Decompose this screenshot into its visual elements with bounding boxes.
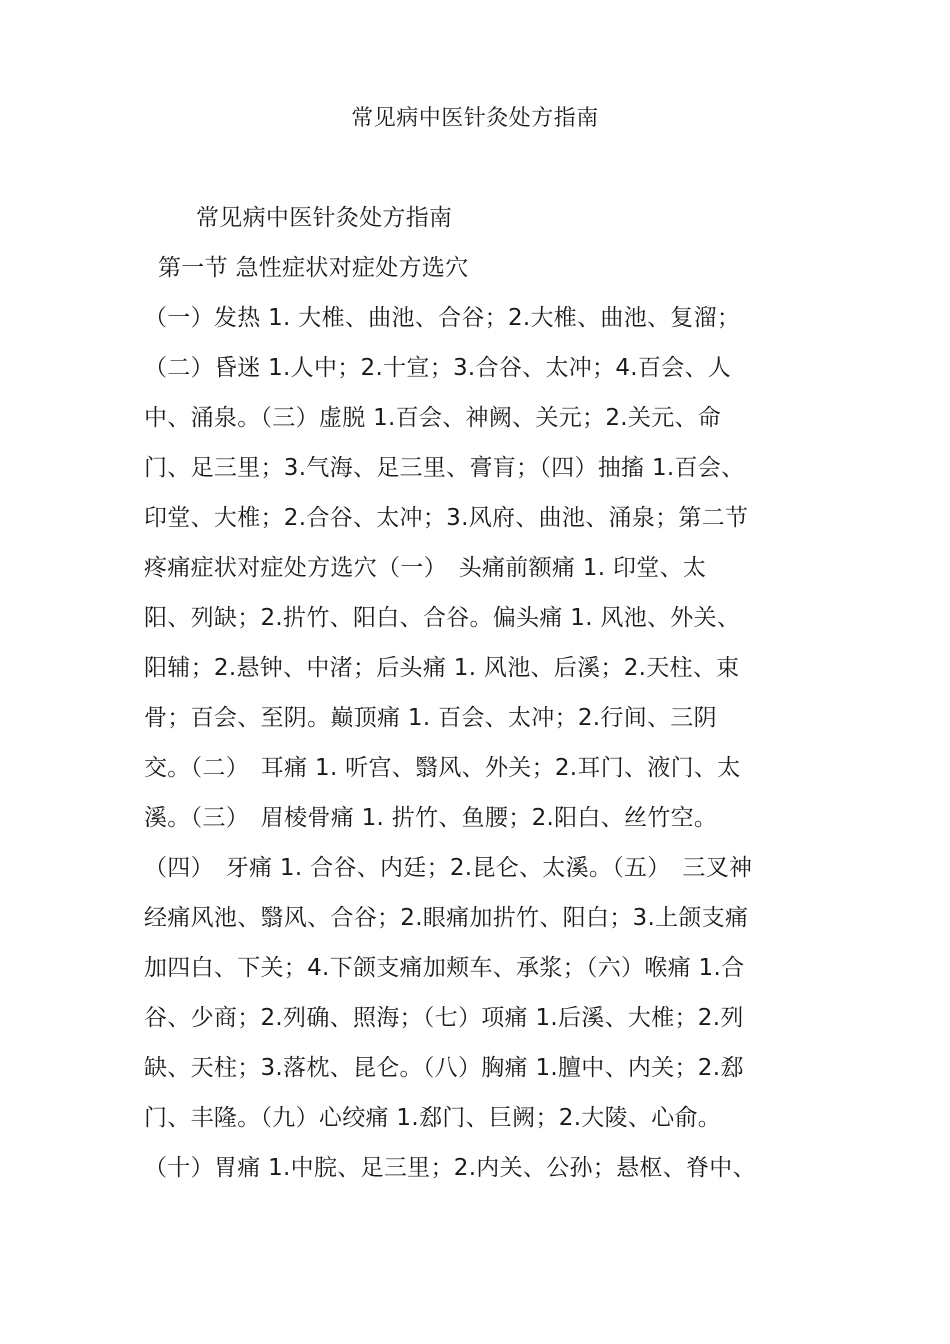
- body-line: 缺、天柱；3.落枕、昆仑。（八）胸痛 1.膻中、内关；2.郄: [144, 1055, 744, 1081]
- body-line: 中、涌泉。（三）虚脱 1.百会、神阙、关元；2.关元、命: [144, 405, 722, 431]
- body-line: 骨；百会、至阴。巅顶痛 1. 百会、太冲；2.行间、三阴: [144, 705, 717, 731]
- body-line: 溪。（三） 眉棱骨痛 1. 扸竹、鱼腰；2.阳白、丝竹空。: [144, 805, 718, 831]
- body-line: 谷、少商；2.列确、照海；（七）项痛 1.后溪、大椎；2.列: [144, 1005, 744, 1031]
- body-line: 门、足三里；3.气海、足三里、膏肓；（四）抽搐 1.百会、: [144, 455, 745, 481]
- document-title: 常见病中医针灸处方指南: [351, 106, 599, 131]
- body-line: （四） 牙痛 1. 合谷、内廷；2.昆仑、太溪。（五） 三叉神: [144, 855, 753, 881]
- body-line: （十）胃痛 1.中脘、足三里；2.内关、公孙；悬枢、脊中、: [144, 1155, 756, 1181]
- body-line: （二）昏迷 1.人中；2.十宣；3.合谷、太冲；4.百会、人: [144, 355, 732, 381]
- body-line: 印堂、大椎；2.合谷、太冲；3.风府、曲池、涌泉；第二节: [144, 505, 749, 531]
- body-line: （一）发热 1. 大椎、曲池、合谷；2.大椎、曲池、复溜；: [144, 305, 741, 331]
- body-line: 门、丰隆。（九）心绞痛 1.郄门、巨阙；2.大陵、心俞。: [144, 1105, 722, 1131]
- section-heading: 第一节 急性症状对症处方选穴: [158, 255, 469, 281]
- body-line: 交。（二） 耳痛 1. 听宫、翳风、外关；2.耳门、液门、太: [144, 755, 741, 781]
- body-line: 阳辅；2.悬钟、中渚；后头痛 1. 风池、后溪；2.天柱、束: [144, 655, 740, 681]
- body-line: 经痛风池、翳风、合谷；2.眼痛加扸竹、阳白；3.上颌支痛: [144, 905, 749, 931]
- body-line: 加四白、下关；4.下颌支痛加颊车、承浆；（六）喉痛 1.合: [144, 955, 745, 981]
- body-line: 疼痛症状对症处方选穴（一） 头痛前额痛 1. 印堂、太: [144, 555, 707, 581]
- body-line: 阳、列缺；2.扸竹、阳白、合谷。偏头痛 1. 风池、外关、: [144, 605, 741, 631]
- body-line: 常见病中医针灸处方指南: [196, 205, 453, 231]
